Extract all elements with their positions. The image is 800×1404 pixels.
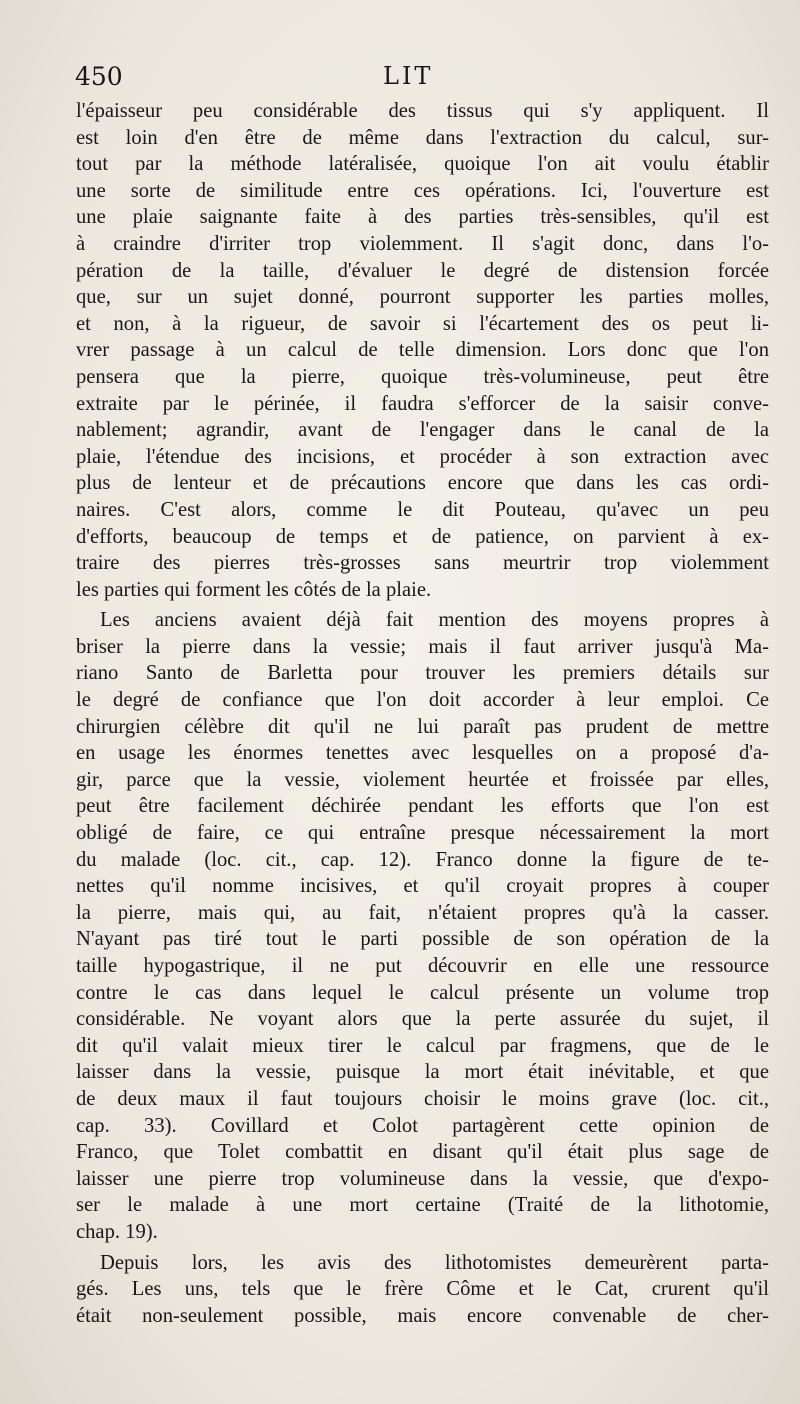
text-line: nablement; agrandir, avant de l'engager dans le canal de la bbox=[76, 419, 769, 442]
text-line: à craindre d'irriter trop violemment. Il s'agit donc, dans l'o- bbox=[76, 232, 769, 255]
text-line: la pierre, mais qui, au fait, n'étaient propres qu'à la casser. bbox=[76, 901, 769, 924]
paragraph-2 bbox=[76, 607, 769, 1245]
text-line: gir, parce que la vessie, violement heurtée et froissée par elles, bbox=[76, 768, 769, 791]
text-line: l'épaisseur peu considérable des tissus qui s'y appliquent. Il bbox=[76, 100, 769, 122]
text-line: nettes qu'il nomme incisives, et qu'il croyait propres à couper bbox=[76, 875, 769, 898]
text-line: gés. Les uns, tels que le frère Côme et le Cat, crurent qu'il bbox=[76, 1278, 769, 1301]
text-line: les parties qui forment les côtés de la plaie. bbox=[76, 578, 432, 601]
text-line: dit qu'il valait mieux tirer le calcul par fragmens, que de le bbox=[76, 1034, 769, 1057]
text-line: Les anciens avaient déjà fait mention des moyens propres à bbox=[100, 609, 769, 632]
text-line: ser le malade à une mort certaine (Traité de la lithotomie, bbox=[76, 1194, 769, 1217]
text-line: cap. 33). Covillard et Colot partagèrent cette opinion de bbox=[76, 1114, 769, 1137]
text-line: plus de lenteur et de précautions encore que dans les cas ordi- bbox=[76, 472, 769, 495]
text-line: est loin d'en être de même dans l'extraction du calcul, sur- bbox=[76, 126, 769, 149]
text-line: chirurgien célèbre dit qu'il ne lui paraît pas prudent de mettre bbox=[76, 715, 769, 738]
text-line: traire des pierres très-grosses sans meurtrir trop violemment bbox=[76, 552, 769, 575]
body-text bbox=[76, 98, 769, 1329]
text-line: en usage les énormes tenettes avec lesquelles on a proposé d'a- bbox=[76, 742, 769, 765]
text-line: laisser dans la vessie, puisque la mort était inévitable, et que bbox=[76, 1061, 769, 1084]
text-line: peut être facilement déchirée pendant les efforts que l'on est bbox=[76, 795, 769, 818]
text-line: vrer passage à un calcul de telle dimension. Lors donc que l'on bbox=[76, 339, 769, 362]
text-line: que, sur un sujet donné, pourront supporter les parties molles, bbox=[76, 286, 769, 309]
text-line: de deux maux il faut toujours choisir le moins grave (loc. cit., bbox=[76, 1087, 769, 1110]
text-line: une sorte de similitude entre ces opérations. Ici, l'ouverture est bbox=[76, 179, 769, 202]
running-head: LIT bbox=[383, 62, 434, 90]
text-line: Depuis lors, les avis des lithotomistes demeurèrent parta- bbox=[100, 1251, 769, 1274]
text-line: Franco, que Tolet combattit en disant qu'il était plus sage de bbox=[76, 1141, 769, 1164]
text-line: pensera que la pierre, quoique très-volumineuse, peut être bbox=[76, 365, 769, 388]
page-header bbox=[75, 62, 770, 92]
text-line: contre le cas dans lequel le calcul présente un volume trop bbox=[76, 981, 769, 1004]
text-line: briser la pierre dans la vessie; mais il faut arriver jusqu'à Ma- bbox=[76, 635, 769, 658]
text-line: du malade (loc. cit., cap. 12). Franco donne la figure de te- bbox=[76, 848, 769, 871]
paragraph-3 bbox=[76, 1250, 769, 1330]
page-number: 450 bbox=[75, 62, 123, 91]
text-line: laisser une pierre trop volumineuse dans la vessie, que d'expo- bbox=[76, 1167, 769, 1190]
text-line: obligé de faire, ce qui entraîne presque nécessairement la mort bbox=[76, 822, 769, 845]
text-line: extraite par le périnée, il faudra s'efforcer de la saisir conve- bbox=[76, 392, 769, 415]
text-line: chap. 19). bbox=[76, 1220, 158, 1243]
text-line: tout par la méthode latéralisée, quoique l'on ait voulu établir bbox=[76, 153, 769, 176]
text-line: et non, à la rigueur, de savoir si l'écartement des os peut li- bbox=[76, 312, 769, 335]
text-line: d'efforts, beaucoup de temps et de patience, on parvient à ex- bbox=[76, 525, 769, 548]
text-line: plaie, l'étendue des incisions, et procéder à son extraction avec bbox=[76, 445, 769, 468]
text-line: considérable. Ne voyant alors que la perte assurée du sujet, il bbox=[76, 1008, 769, 1031]
text-line: était non-seulement possible, mais encore convenable de cher- bbox=[76, 1304, 769, 1327]
text-line: naires. C'est alors, comme le dit Pouteau, qu'avec un peu bbox=[76, 498, 769, 521]
text-line: riano Santo de Barletta pour trouver les premiers détails sur bbox=[76, 662, 769, 685]
text-line: taille hypogastrique, il ne put découvrir en elle une ressource bbox=[76, 955, 769, 977]
text-line: pération de la taille, d'évaluer le degré de distension forcée bbox=[76, 259, 769, 282]
text-line: N'ayant pas tiré tout le parti possible de son opération de la bbox=[76, 928, 769, 951]
text-line: une plaie saignante faite à des parties très-sensibles, qu'il est bbox=[76, 206, 769, 229]
text-line: le degré de confiance que l'on doit accorder à leur emploi. Ce bbox=[76, 689, 769, 712]
paragraph-1 bbox=[76, 98, 769, 603]
